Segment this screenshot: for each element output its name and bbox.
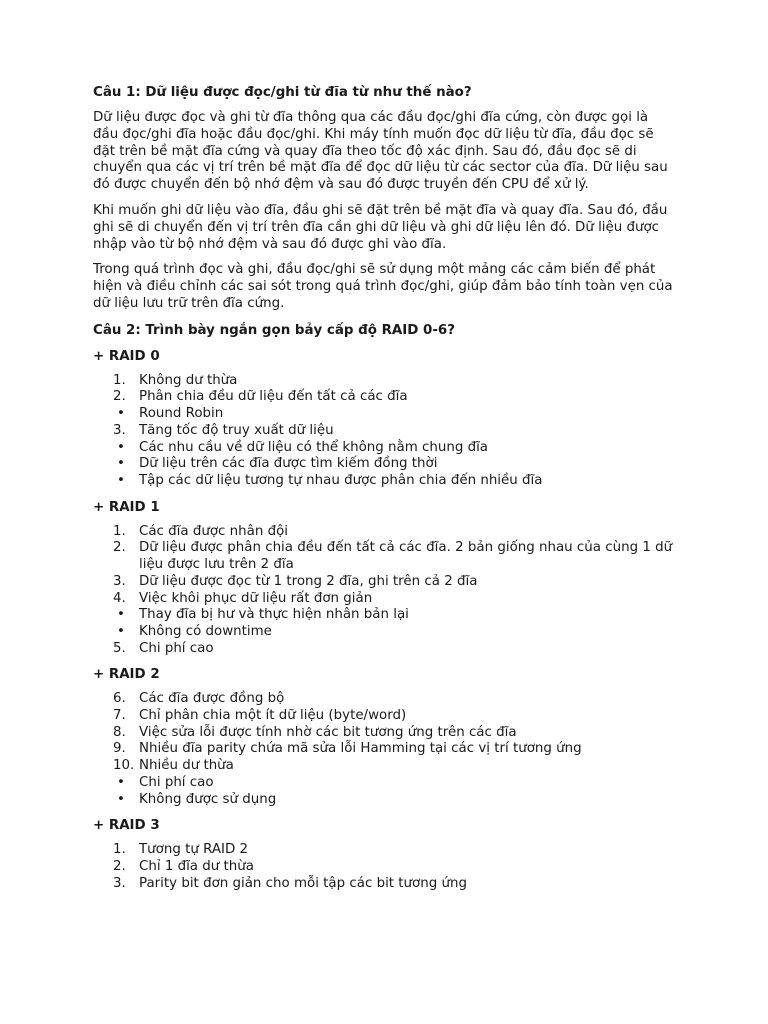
list-item [93, 842, 673, 859]
list-item [93, 373, 673, 390]
list-item [93, 473, 673, 490]
list-item [93, 540, 673, 573]
raid-3-list [93, 842, 673, 892]
list-item-text: Không được sử dụng [139, 791, 277, 807]
list-item-text: Chỉ 1 đĩa dư thừa [139, 858, 254, 874]
raid-3-heading: + RAID 3 [93, 818, 160, 834]
list-item-text: Tăng tốc độ truy xuất dữ liệu [139, 422, 334, 438]
list-item-text: Chi phí cao [139, 640, 214, 656]
list-item [93, 691, 673, 708]
list-number: 8. [113, 724, 126, 740]
q1-paragraph: Dữ liệu được đọc và ghi từ đĩa thông qua các đầu đọc/ghi đĩa cứng, còn được gọi là đầu đọc/ghi đĩa hoặc đầu đọc/ghi. Khi máy tính muốn đọc dữ liệu từ đĩa, đầu đọc sẽ đặt trên bề mặt đĩa cứng và quay đĩa theo tốc độ xác định. Sau đó, đầu đọc sẽ di chuyển qua các vị trí trên bề mặt đĩa để đọc dữ liệu từ các sector của đĩa. Dữ liệu sau đó được chuyển đến bộ nhớ đệm và sau đó được truyền đến CPU để xử lý. [93, 110, 668, 193]
list-item-text: Phân chia đều dữ liệu đến tất cả các đĩa [139, 389, 408, 405]
list-number: 1. [113, 372, 126, 388]
bullet-marker: • [117, 472, 125, 488]
list-item [93, 406, 673, 423]
q1-paragraph: Trong quá trình đọc và ghi, đầu đọc/ghi sẽ sử dụng một mảng các cảm biến để phát hiện và điều chỉnh các sai sót trong quá trình đọc/ghi, giúp đảm bảo tính toàn vẹn của dữ liệu lưu trữ trên đĩa cứng. [93, 262, 673, 311]
bullet-marker: • [117, 774, 125, 790]
list-item-text: Tương tự RAID 2 [139, 842, 249, 858]
bullet-marker: • [117, 406, 125, 422]
question-2-title: Câu 2: Trình bày ngắn gọn bảy cấp độ RAID 0-6? [93, 322, 455, 338]
list-item-text: Dữ liệu được đọc từ 1 trong 2 đĩa, ghi trên cả 2 đĩa [139, 573, 478, 589]
list-item [93, 876, 673, 893]
bullet-marker: • [117, 456, 125, 472]
list-item [93, 524, 673, 541]
raid-1-heading: + RAID 1 [93, 499, 160, 515]
raid-1-list [93, 524, 673, 658]
list-item-text: Dữ liệu được phân chia đều đến tất cả các đĩa. 2 bản giống nhau của cùng 1 dữ liệu được lưu trên 2 đĩa [139, 540, 673, 573]
list-item-text: Parity bit đơn giản cho mỗi tập các bit tương ứng [139, 875, 467, 891]
list-item [93, 423, 673, 440]
list-item-text: Thay đĩa bị hư và thực hiện nhân bản lại [139, 607, 409, 623]
q1-paragraph: Khi muốn ghi dữ liệu vào đĩa, đầu ghi sẽ đặt trên bề mặt đĩa và quay đĩa. Sau đó, đầu ghi sẽ di chuyển đến vị trí trên đĩa cần ghi dữ liệu và ghi dữ liệu lên đó. Dữ liệu được nhập vào từ bộ nhớ đệm và sau đó được ghi vào đĩa. [93, 202, 668, 252]
list-item [93, 574, 673, 591]
list-item [93, 456, 673, 473]
list-number: 3. [113, 573, 126, 589]
list-number: 10. [113, 758, 135, 774]
list-item [93, 741, 673, 758]
list-item-text: Các đĩa được đồng bộ [139, 691, 285, 707]
bullet-marker: • [117, 439, 125, 455]
list-number: 4. [113, 590, 126, 606]
list-number: 1. [113, 842, 126, 858]
raid-0-list [93, 373, 673, 490]
list-item-text: Không dư thừa [139, 372, 238, 388]
bullet-marker: • [117, 607, 125, 623]
list-item [93, 641, 673, 658]
list-item-text: Chỉ phân chia một ít dữ liệu (byte/word) [139, 708, 407, 724]
list-item [93, 440, 673, 457]
list-item-text: Nhiều đĩa parity chứa mã sửa lỗi Hamming tại các vị trí tương ứng [139, 741, 582, 757]
list-number: 2. [113, 540, 126, 556]
question-1-title: Câu 1: Dữ liệu được đọc/ghi từ đĩa từ như thế nào? [93, 85, 472, 100]
list-item [93, 624, 673, 641]
list-number: 3. [113, 422, 126, 438]
list-item-text: Các đĩa được nhân đội [139, 523, 288, 539]
list-item [93, 758, 673, 775]
raid-0-heading: + RAID 0 [93, 348, 160, 364]
list-item-text: Tập các dữ liệu tương tự nhau được phân chia đến nhiều đĩa [139, 472, 543, 488]
list-number: 2. [113, 858, 126, 874]
raid-2-heading: + RAID 2 [93, 667, 160, 683]
raid-2-list [93, 691, 673, 808]
list-item-text: Nhiều dư thừa [139, 758, 234, 774]
list-item-text: Các nhu cầu về dữ liệu có thể không nằm chung đĩa [139, 439, 489, 455]
list-item [93, 792, 673, 809]
list-number: 2. [113, 389, 126, 405]
list-number: 7. [113, 708, 126, 724]
document-page [93, 84, 673, 901]
list-item [93, 389, 673, 406]
list-number: 9. [113, 741, 126, 757]
list-number: 6. [113, 691, 126, 707]
list-item [93, 775, 673, 792]
bullet-marker: • [117, 623, 125, 639]
list-item [93, 607, 673, 624]
list-item-text: Việc sửa lỗi được tính nhờ các bit tương ứng trên các đĩa [139, 724, 517, 740]
list-number: 3. [113, 875, 126, 891]
list-item-text: Việc khôi phục dữ liệu rất đơn giản [139, 590, 373, 606]
list-item [93, 725, 673, 742]
list-item [93, 591, 673, 608]
list-item-text: Chi phí cao [139, 774, 214, 790]
list-item-text: Không có downtime [139, 623, 272, 639]
list-number: 5. [113, 640, 126, 656]
list-item [93, 859, 673, 876]
list-item [93, 708, 673, 725]
list-item-text: Dữ liệu trên các đĩa được tìm kiếm đồng thời [139, 456, 438, 472]
list-number: 1. [113, 523, 126, 539]
bullet-marker: • [117, 791, 125, 807]
list-item-text: Round Robin [139, 406, 224, 422]
